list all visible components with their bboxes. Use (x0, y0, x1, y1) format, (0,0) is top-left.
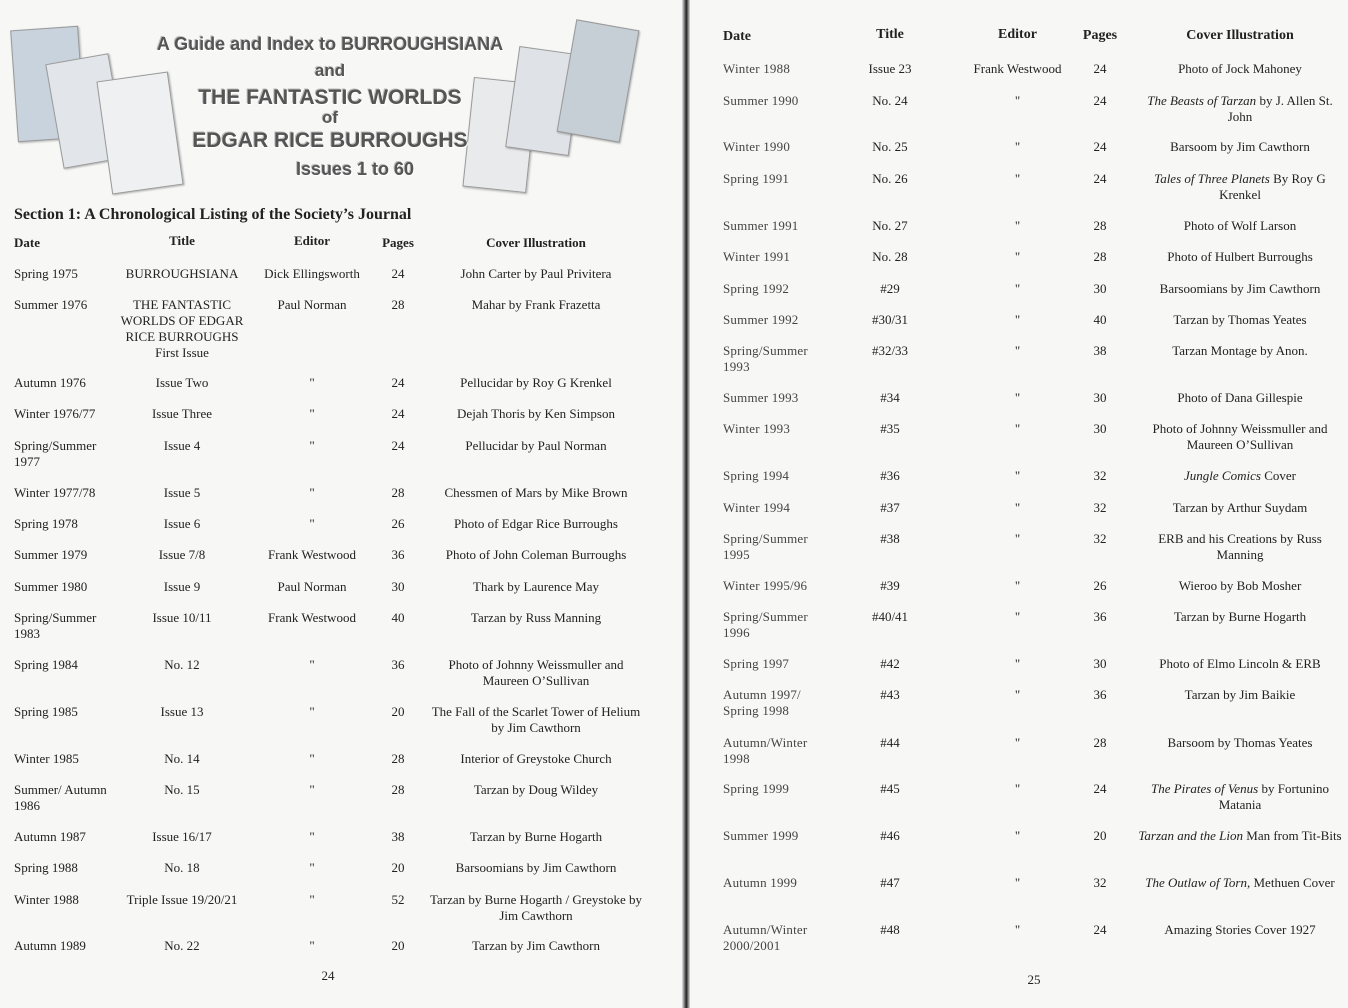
cell-editor: " (1014, 281, 1021, 296)
cell-cover: Photo of Edgar Rice Burroughs (454, 516, 618, 531)
col-header-cover: Cover Illustration (486, 235, 586, 250)
cell-cover: Photo of Johnny Weissmuller and Maureen O’Sullivan (448, 657, 624, 688)
cell-pages: 20 (391, 938, 405, 953)
cell-cover: Photo of John Coleman Burroughs (445, 547, 627, 562)
cell-date: Winter 1993 (723, 421, 791, 436)
cell-date: Spring 1975 (14, 266, 78, 281)
cell-editor: Dick Ellingsworth (264, 266, 360, 281)
cell-editor: " (1014, 139, 1021, 154)
cell-date: Spring/Summer 1993 (723, 343, 808, 374)
cell-cover: Chessmen of Mars by Mike Brown (444, 485, 628, 500)
cell-title: #45 (880, 781, 900, 796)
cell-editor: " (1014, 922, 1021, 937)
cell-editor: " (1014, 875, 1021, 890)
cell-editor: Frank Westwood (973, 61, 1062, 76)
cell-date: Spring 1985 (14, 704, 78, 719)
cell-pages: 30 (391, 579, 405, 594)
cell-cover (1135, 93, 1345, 125)
right-page (690, 0, 1348, 1008)
cell-pages: 30 (1093, 390, 1107, 405)
cell-pages: 40 (1093, 312, 1107, 327)
cell-pages: 28 (391, 297, 405, 312)
cell-title: #43 (880, 687, 900, 702)
cell-title: #30/31 (871, 312, 909, 327)
cell-editor: " (1014, 500, 1021, 515)
cell-cover: Tarzan by Russ Manning (470, 610, 602, 625)
cell-title: Issue 23 (868, 61, 912, 76)
cell-pages: 28 (1093, 249, 1107, 264)
cell-date: Winter 1988 (14, 892, 79, 907)
cell-title: No. 22 (164, 938, 200, 953)
cell-pages: 24 (1093, 61, 1107, 76)
cell-title: No. 25 (872, 139, 908, 154)
cell-title: BURROUGHSIANA (125, 266, 239, 281)
cell-title: Issue 16/17 (152, 829, 212, 844)
cell-editor: " (309, 485, 315, 500)
cell-date: Spring 1997 (723, 656, 790, 671)
cell-pages: 24 (391, 266, 405, 281)
cell-title: #35 (880, 421, 900, 436)
cell-date: Winter 1976/77 (14, 406, 96, 421)
cell-editor: " (1014, 828, 1021, 843)
cell-date: Spring 1978 (14, 516, 78, 531)
journal-title-name: EDGAR RICE BURROUGHS (192, 129, 468, 152)
journal-title: THE FANTASTIC WORLDS (198, 86, 462, 109)
cell-title: No. 18 (164, 860, 200, 875)
cell-editor: " (1014, 312, 1021, 327)
cell-title: Issue 10/11 (152, 610, 212, 625)
cell-cover (1135, 171, 1345, 203)
cell-date: Winter 1977/78 (14, 485, 96, 500)
cell-title: #29 (880, 281, 900, 296)
cell-title: THE FANTASTIC WORLDS OF EDGAR RICE BURROUGHS First Issue (120, 297, 244, 360)
cover-credit: Methuen Cover (1250, 875, 1335, 890)
cell-cover (1135, 828, 1345, 844)
cell-editor: " (1014, 781, 1021, 796)
cell-date: Winter 1990 (723, 139, 791, 154)
col-header-date: Date (723, 29, 751, 44)
cell-cover: Interior of Greystoke Church (460, 751, 612, 766)
cell-cover: Tarzan by Thomas Yeates (1173, 312, 1307, 327)
cell-date: Spring 1991 (723, 171, 790, 186)
cell-title: No. 28 (872, 249, 908, 264)
cell-cover: Tarzan by Burne Hogarth (1173, 609, 1307, 624)
cell-pages: 24 (391, 375, 405, 390)
cell-editor: " (309, 438, 315, 453)
col-header-editor: Editor (293, 233, 331, 248)
magazine-cover-image (557, 19, 640, 142)
cell-pages: 36 (1093, 609, 1107, 624)
cell-cover: John Carter by Paul Privitera (460, 266, 612, 281)
cell-cover: Barsoomians by Jim Cawthorn (455, 860, 617, 875)
cell-editor: " (1014, 531, 1021, 546)
cell-date: Summer 1991 (723, 218, 799, 233)
cell-title: Issue 9 (163, 579, 201, 594)
cover-credit: by J. Allen St. John (1227, 93, 1333, 124)
cover-credit: by Fortunino Matania (1218, 781, 1330, 812)
cover-credit: By Roy G Krenkel (1219, 171, 1326, 202)
cover-title-italic: The Pirates of Venus (1150, 781, 1259, 796)
cell-pages: 20 (1093, 828, 1107, 843)
cell-pages: 28 (391, 751, 405, 766)
cell-pages: 28 (391, 485, 405, 500)
cell-cover: Barsoomians by Jim Cawthorn (1159, 281, 1321, 296)
cell-pages: 24 (1093, 781, 1107, 796)
cover-credit: Man from Tit-Bits (1243, 828, 1342, 843)
cell-title: #32/33 (871, 343, 909, 358)
cell-date: Spring/Summer 1996 (723, 609, 808, 640)
cell-editor: " (1014, 218, 1021, 233)
cell-title: Issue 6 (163, 516, 201, 531)
cell-pages: 24 (391, 438, 405, 453)
cell-title: Issue Two (155, 375, 209, 390)
cell-cover: Photo of Jock Mahoney (1178, 61, 1302, 76)
guide-title: A Guide and Index to BURROUGHSIANA (156, 34, 504, 54)
cell-cover: ERB and his Creations by Russ Manning (1158, 531, 1322, 562)
cell-editor: " (1014, 735, 1021, 750)
cell-cover: Tarzan by Arthur Suydam (1172, 500, 1308, 515)
cell-cover: Tarzan by Jim Cawthorn (472, 938, 600, 953)
cell-cover: Tarzan by Doug Wildey (473, 782, 599, 797)
cell-cover: Amazing Stories Cover 1927 (1164, 922, 1316, 937)
cell-editor: " (1014, 687, 1021, 702)
cell-date: Summer 1979 (14, 547, 88, 562)
col-header-title: Title (876, 27, 904, 42)
guide-title-and: and (314, 61, 346, 80)
col-header-pages: Pages (1082, 28, 1118, 43)
cell-cover: Photo of Hulbert Burroughs (1167, 249, 1313, 264)
cell-date: Spring 1992 (723, 281, 790, 296)
cell-title: Issue 7/8 (158, 547, 206, 562)
cell-editor: Frank Westwood (268, 610, 356, 625)
cell-editor: " (1014, 343, 1021, 358)
cell-pages: 38 (391, 829, 405, 844)
cell-pages: 32 (1093, 468, 1107, 483)
cell-cover: Tarzan by Burne Hogarth (469, 829, 603, 844)
cell-date: Autumn 1987 (14, 829, 86, 844)
cell-editor: " (1014, 656, 1021, 671)
cell-pages: 38 (1093, 343, 1107, 358)
cell-editor: " (309, 829, 315, 844)
cell-cover: Dejah Thoris by Ken Simpson (457, 406, 615, 421)
cell-editor: " (309, 938, 315, 953)
cell-pages: 32 (1093, 500, 1107, 515)
cell-title: No. 24 (872, 93, 908, 108)
cell-title: #36 (880, 468, 900, 483)
cell-cover (1135, 781, 1345, 813)
cell-date: Winter 1995/96 (723, 578, 808, 593)
cell-date: Winter 1988 (723, 61, 791, 76)
cell-editor: " (1014, 421, 1021, 436)
cell-date: Summer 1976 (14, 297, 88, 312)
cell-pages: 30 (1093, 281, 1107, 296)
cell-date: Autumn 1997/ Spring 1998 (723, 687, 801, 718)
cell-cover: Wieroo by Bob Mosher (1178, 578, 1302, 593)
col-header-title: Title (169, 233, 195, 248)
cell-title: No. 12 (164, 657, 200, 672)
cell-pages: 28 (1093, 735, 1107, 750)
cell-date: Summer 1992 (723, 312, 799, 327)
cell-pages: 52 (391, 892, 405, 907)
cell-date: Spring 1984 (14, 657, 78, 672)
cell-title: Issue 4 (163, 438, 201, 453)
cover-title-italic: Jungle Comics (1184, 468, 1261, 483)
cell-title: #39 (880, 578, 900, 593)
cell-editor: " (1014, 171, 1021, 186)
cell-cover (1135, 875, 1345, 891)
cell-editor: " (309, 782, 315, 797)
cell-pages: 20 (391, 860, 405, 875)
cell-title: #34 (880, 390, 900, 405)
cell-date: Autumn 1999 (723, 875, 798, 890)
cell-pages: 24 (1093, 171, 1107, 186)
cell-pages: 36 (391, 657, 405, 672)
cell-editor: " (1014, 390, 1021, 405)
page-number: 25 (1027, 972, 1041, 987)
cell-pages: 24 (1093, 139, 1107, 154)
header-banner (0, 0, 684, 200)
cell-editor: Frank Westwood (268, 547, 356, 562)
cell-cover: Tarzan by Burne Hogarth / Greystoke by Jim Cawthorn (429, 892, 643, 923)
cell-editor: " (309, 860, 315, 875)
cell-pages: 30 (1093, 421, 1107, 436)
cell-date: Summer 1999 (723, 828, 799, 843)
cell-date: Spring/Summer 1977 (14, 438, 97, 469)
cell-date: Spring/Summer 1995 (723, 531, 808, 562)
cell-title: #37 (880, 500, 900, 515)
cell-date: Autumn/Winter 1998 (723, 735, 808, 766)
cover-credit: Cover (1260, 468, 1296, 483)
cell-pages: 26 (1093, 578, 1107, 593)
cell-cover: Photo of Johnny Weissmuller and Maureen O’Sullivan (1152, 421, 1328, 452)
cell-title: #42 (880, 656, 900, 671)
cell-editor: " (309, 892, 315, 907)
cell-date: Autumn/Winter 2000/2001 (723, 922, 808, 953)
cell-pages: 26 (391, 516, 405, 531)
cell-title: #44 (880, 735, 900, 750)
cell-editor: " (309, 516, 315, 531)
cell-cover: Photo of Elmo Lincoln & ERB (1159, 656, 1321, 671)
cell-date: Autumn 1976 (14, 375, 86, 390)
cell-date: Winter 1994 (723, 500, 791, 515)
cell-editor: " (1014, 609, 1021, 624)
cell-title: No. 27 (872, 218, 908, 233)
cell-pages: 20 (391, 704, 405, 719)
cell-editor: Paul Norman (277, 579, 347, 594)
journal-title-of: of (321, 108, 339, 127)
cell-title: #47 (880, 875, 900, 890)
cover-title-italic: The Beasts of Tarzan (1147, 93, 1257, 108)
issues-range: Issues 1 to 60 (295, 159, 415, 179)
cover-title-italic: The Outlaw of Torn, (1145, 875, 1251, 890)
col-header-cover: Cover Illustration (1186, 28, 1294, 43)
cell-editor: Paul Norman (277, 297, 347, 312)
cell-cover: Thark by Laurence May (473, 579, 599, 594)
cell-pages: 28 (391, 782, 405, 797)
cell-pages: 40 (391, 610, 405, 625)
col-header-date: Date (14, 235, 40, 250)
cell-title: #48 (880, 922, 900, 937)
cell-editor: " (309, 375, 315, 390)
cell-title: #46 (880, 828, 900, 843)
cell-pages: 28 (1093, 218, 1107, 233)
cell-date: Winter 1985 (14, 751, 79, 766)
cell-date: Summer 1980 (14, 579, 88, 594)
cell-title: Triple Issue 19/20/21 (126, 892, 238, 907)
cell-cover: Pellucidar by Paul Norman (465, 438, 607, 453)
cell-editor: " (309, 406, 315, 421)
cell-date: Autumn 1989 (14, 938, 86, 953)
cell-pages: 36 (391, 547, 405, 562)
cell-editor: " (1014, 93, 1021, 108)
cell-title: No. 26 (872, 171, 908, 186)
col-header-editor: Editor (998, 27, 1037, 42)
cell-date: Spring 1988 (14, 860, 78, 875)
cell-pages: 32 (1093, 531, 1107, 546)
cell-cover: Tarzan Montage by Anon. (1172, 343, 1308, 358)
cell-editor: " (1014, 468, 1021, 483)
cell-cover: Pellucidar by Roy G Krenkel (460, 375, 612, 390)
cell-cover: The Fall of the Scarlet Tower of Helium by Jim Cawthorn (431, 704, 641, 735)
cover-title-italic: Tales of Three Planets (1154, 171, 1270, 186)
cell-date: Winter 1991 (723, 249, 791, 264)
cell-date: Spring 1994 (723, 468, 790, 483)
cell-cover: Mahar by Frank Frazetta (471, 297, 601, 312)
cell-title: Issue 13 (160, 704, 204, 719)
cell-date: Summer 1990 (723, 93, 799, 108)
cell-pages: 30 (1093, 656, 1107, 671)
cell-title: #40/41 (871, 609, 909, 624)
cell-cover (1135, 468, 1345, 484)
section-title: Section 1: A Chronological Listing of the Society’s Journal (14, 206, 412, 223)
cover-title-italic: Tarzan and the Lion (1138, 828, 1244, 843)
cell-pages: 36 (1093, 687, 1107, 702)
page-number: 24 (321, 968, 335, 983)
cell-cover: Photo of Dana Gillespie (1177, 390, 1303, 405)
cell-title: No. 14 (164, 751, 200, 766)
cell-editor: " (1014, 578, 1021, 593)
cell-title: No. 15 (164, 782, 200, 797)
cell-date: Summer 1993 (723, 390, 799, 405)
cell-editor: " (309, 704, 315, 719)
cell-date: Spring 1999 (723, 781, 790, 796)
cell-cover: Barsoom by Jim Cawthorn (1170, 139, 1310, 154)
cell-title: Issue Three (151, 406, 213, 421)
cell-pages: 24 (1093, 93, 1107, 108)
cell-date: Summer/ Autumn 1986 (14, 782, 107, 813)
cell-pages: 24 (1093, 922, 1107, 937)
cell-title: Issue 5 (163, 485, 201, 500)
cell-cover: Tarzan by Jim Baikie (1184, 687, 1296, 702)
cell-pages: 32 (1093, 875, 1107, 890)
cell-editor: " (309, 657, 315, 672)
cell-cover: Barsoom by Thomas Yeates (1167, 735, 1313, 750)
col-header-pages: Pages (382, 235, 414, 250)
cell-pages: 24 (391, 406, 405, 421)
cell-title: #38 (880, 531, 900, 546)
cell-editor: " (309, 751, 315, 766)
cell-editor: " (1014, 249, 1021, 264)
cell-date: Spring/Summer 1983 (14, 610, 97, 641)
cell-cover: Photo of Wolf Larson (1183, 218, 1297, 233)
book-spine (682, 0, 690, 1008)
